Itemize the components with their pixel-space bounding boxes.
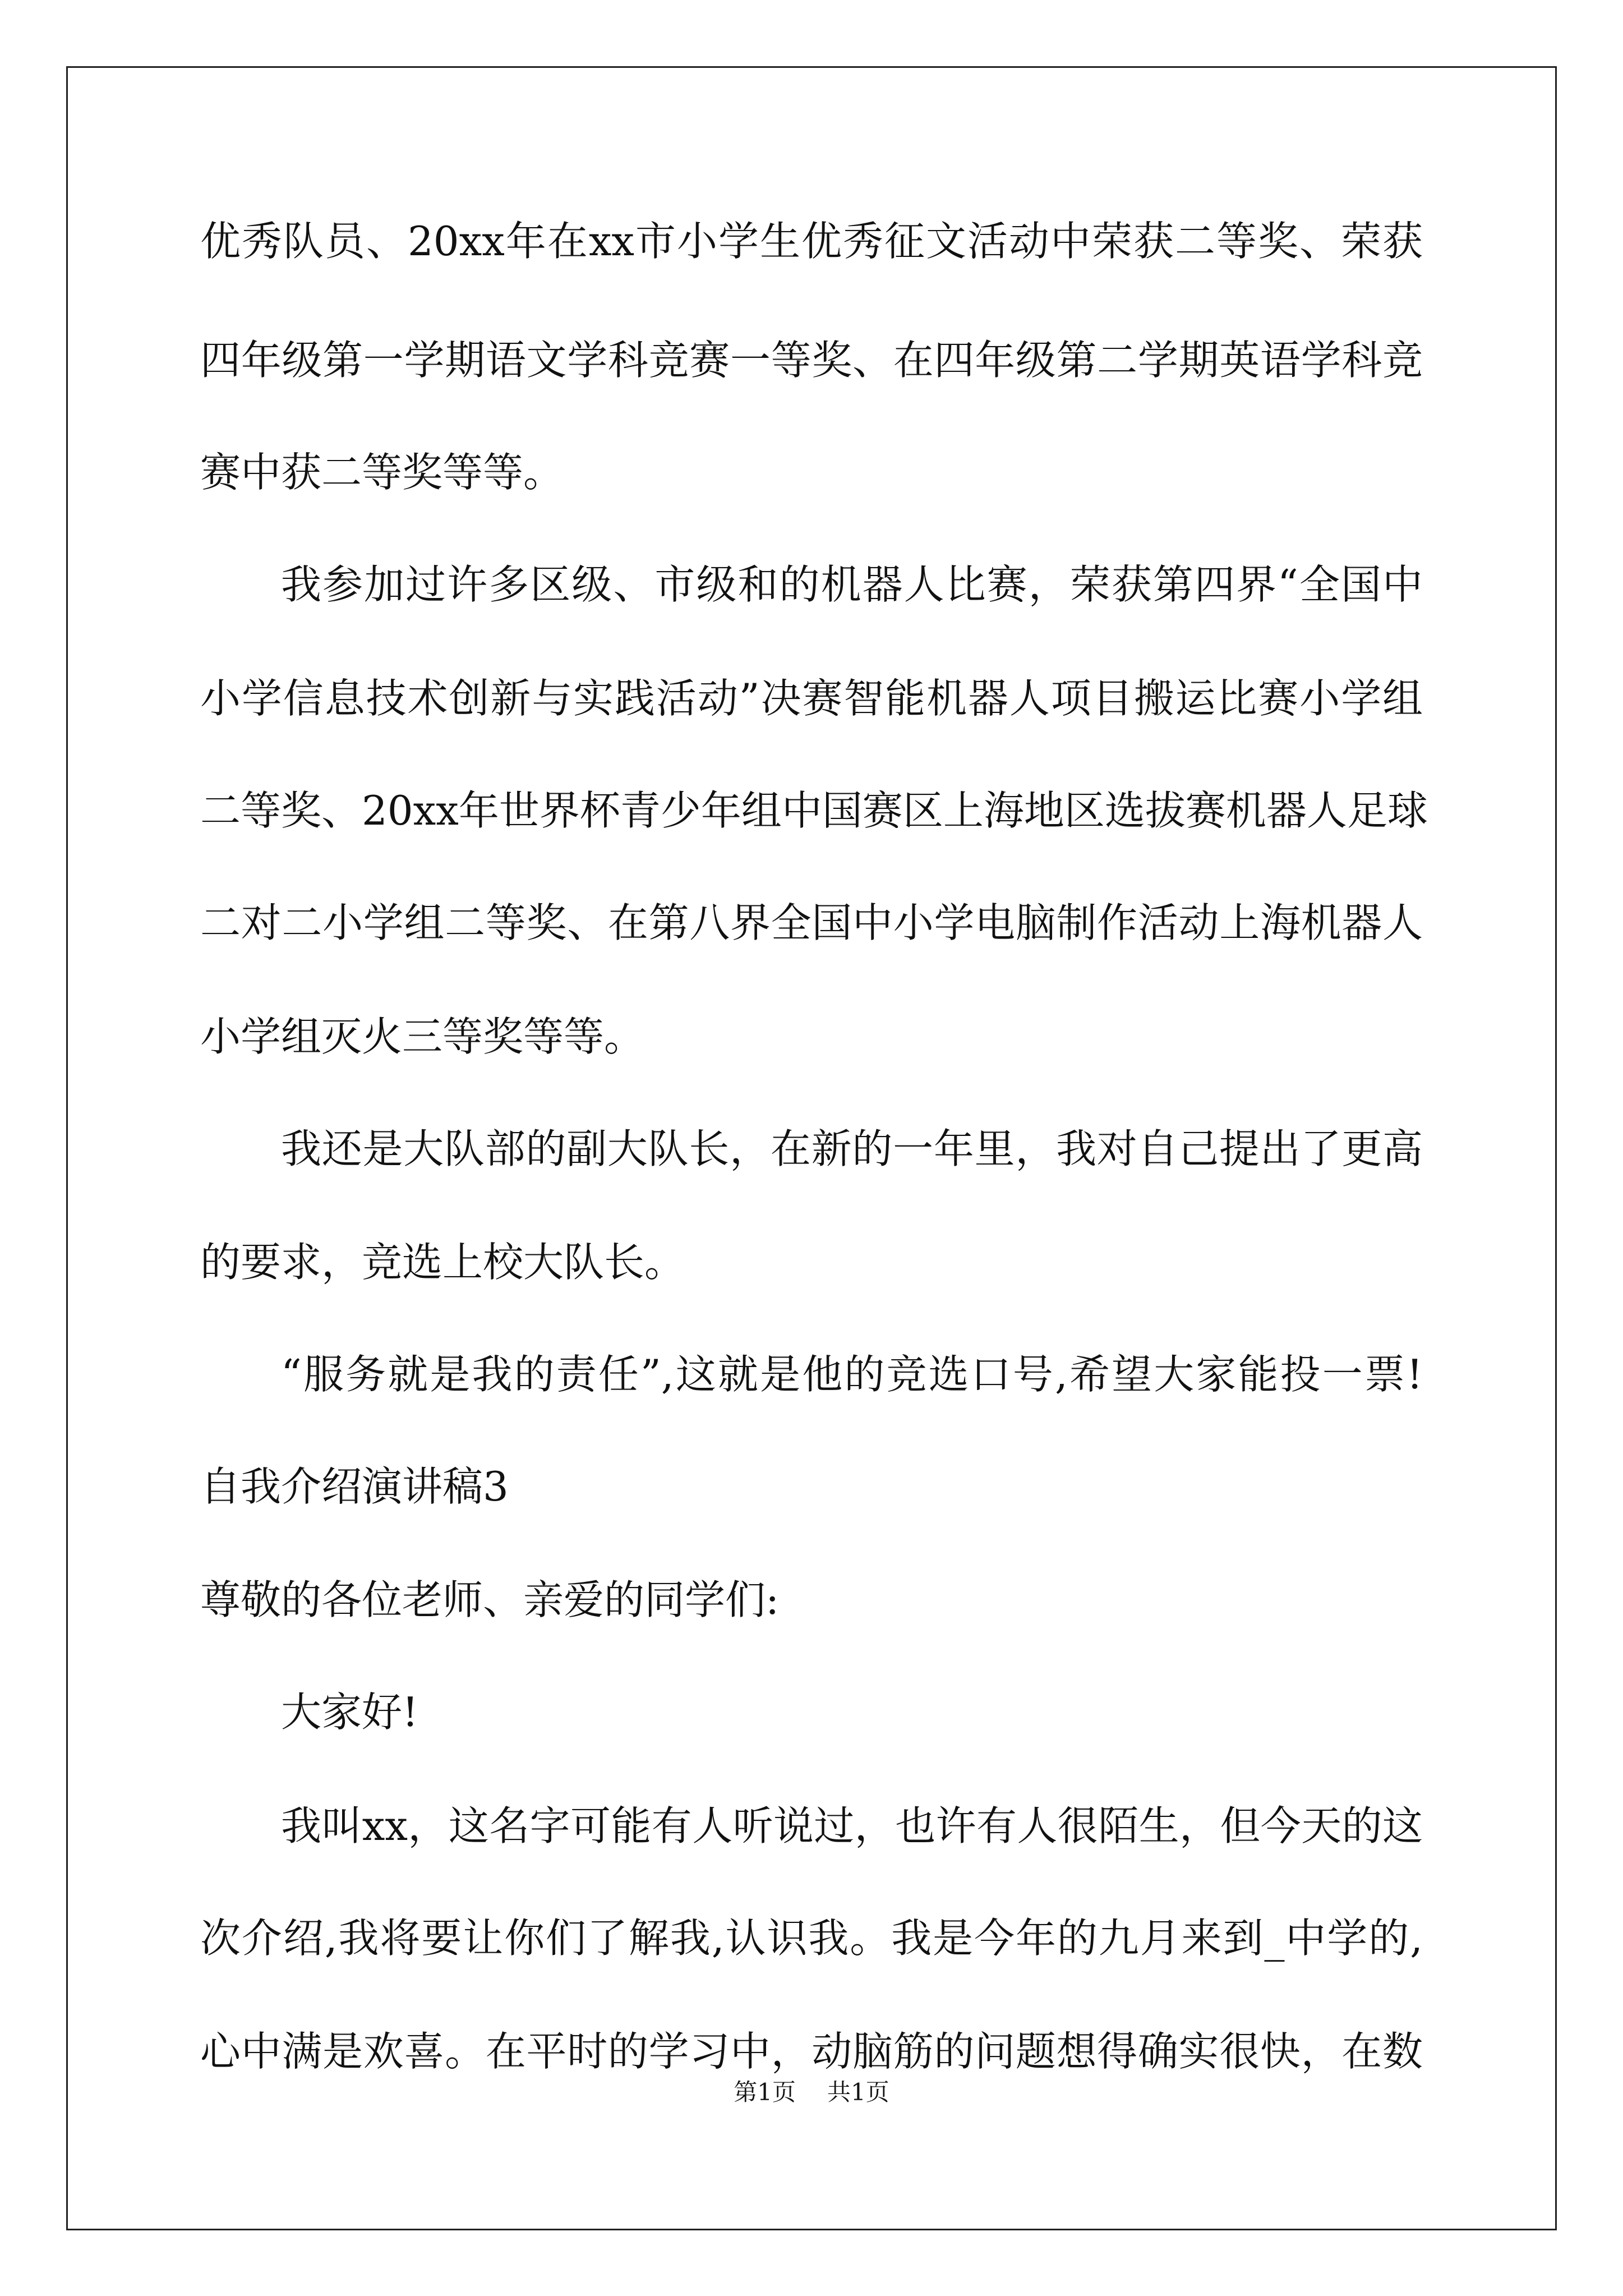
- text-line: 次介绍,我将要让你们了解我,认识我。我是今年的九月来到_中学的,: [200, 1915, 1423, 1962]
- text-line: 四年级第一学期语文学科竞赛一等奖、在四年级第二学期英语学科竞: [200, 337, 1423, 384]
- page-number-total: 共1页: [827, 2078, 889, 2106]
- text-line: 优秀队员、20xx年在xx市小学生优秀征文活动中荣获二等奖、荣获: [200, 218, 1423, 265]
- text-line: 二对二小学组二等奖、在第八界全国中小学电脑制作活动上海机器人: [200, 899, 1423, 946]
- text-line: 二等奖、20xx年世界杯青少年组中国赛区上海地区选拔赛机器人足球: [200, 787, 1428, 834]
- text-line: “服务就是我的责任”,这就是他的竞选口号,希望大家能投一票!: [281, 1351, 1423, 1398]
- page-footer: [0, 2076, 1623, 2109]
- text-line: 我参加过许多区级、市级和的机器人比赛，荣获第四界“全国中: [281, 561, 1423, 608]
- text-line: 心中满是欢喜。在平时的学习中，动脑筋的问题想得确实很快，在数: [200, 2028, 1423, 2075]
- text-line: 我还是大队部的副大队长，在新的一年里，我对自己提出了更高: [281, 1125, 1423, 1172]
- text-line: 的要求，竞选上校大队长。: [200, 1239, 685, 1286]
- text-line: 小学信息技术创新与实践活动”决赛智能机器人项目搬运比赛小学组: [200, 675, 1423, 722]
- page-number-current: 第1页: [734, 2078, 796, 2106]
- salutation: 尊敬的各位老师、亲爱的同学们:: [200, 1576, 780, 1623]
- section-heading: 自我介绍演讲稿3: [200, 1463, 509, 1510]
- text-line: 我叫xx，这名字可能有人听说过，也许有人很陌生，但今天的这: [281, 1802, 1423, 1849]
- text-line: 赛中获二等奖等等。: [200, 449, 564, 496]
- greeting: 大家好!: [281, 1688, 418, 1736]
- text-line: 小学组灭火三等奖等等。: [200, 1013, 645, 1060]
